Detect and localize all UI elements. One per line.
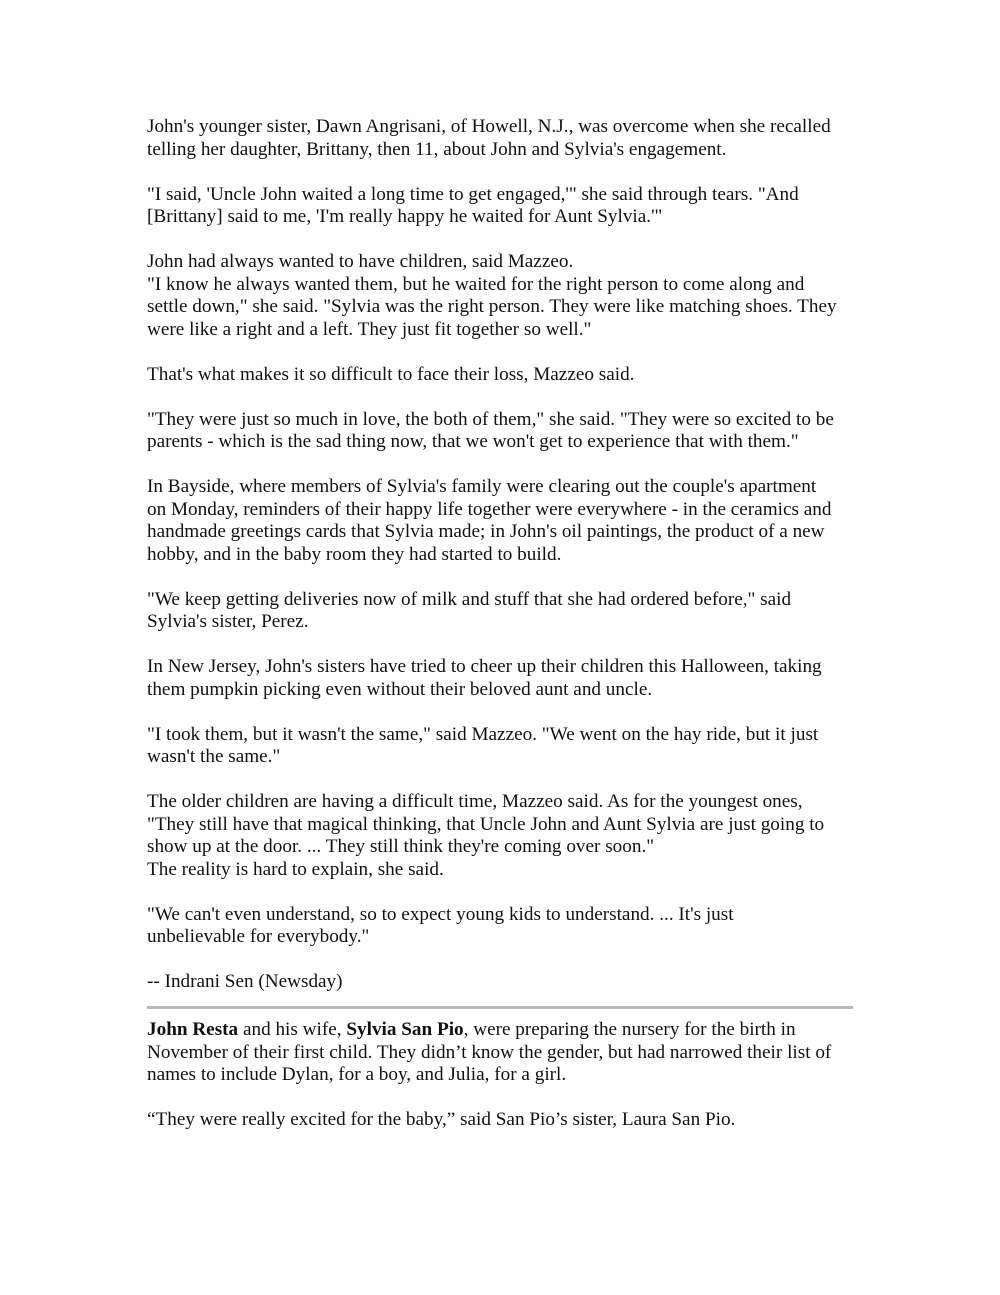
text-line: "I know he always wanted them, but he waited for the right person to come along and (147, 273, 805, 295)
text-line: show up at the door. ... They still think they're coming over soon." (147, 836, 655, 857)
byline-text: -- Indrani Sen (Newsday) (147, 971, 343, 992)
text-line: hobby, and in the baby room they had started to build. (147, 543, 562, 565)
text-line: them pumpkin picking even without their beloved aunt and uncle. (147, 678, 653, 700)
text-line: "I took them, but it wasn't the same," said Mazzeo. "We went on the hay ride, but it just (147, 723, 819, 745)
paragraph-9 (147, 724, 859, 769)
horizontal-divider (147, 1006, 853, 1009)
text-line: That's what makes it so difficult to face their loss, Mazzeo said. (147, 363, 635, 385)
text-line: Sylvia's sister, Perez. (147, 611, 309, 632)
paragraph-3 (147, 251, 859, 341)
text-fragment: , were preparing the nursery for the birth in (463, 1019, 796, 1040)
text-line: names to include Dylan, for a boy, and Julia, for a girl. (147, 1064, 567, 1085)
paragraph-1 (147, 116, 859, 161)
text-line: "We keep getting deliveries now of milk and stuff that she had ordered before," said (147, 588, 792, 610)
second-article-paragraph-2 (147, 1109, 859, 1132)
text-line: telling her daughter, Brittany, then 11, about John and Sylvia's engagement. (147, 138, 727, 160)
text-line: parents - which is the sad thing now, that we won't get to experience that with them." (147, 431, 799, 452)
text-line: "They still have that magical thinking, that Uncle John and Aunt Sylvia are just going to (147, 813, 825, 835)
text-line: “They were really excited for the baby,” said San Pio’s sister, Laura San Pio. (147, 1109, 736, 1130)
text-line: John had always wanted to have children, said Mazzeo. (147, 251, 574, 272)
document-page (147, 116, 859, 1154)
paragraph-6 (147, 476, 859, 566)
text-line: In Bayside, where members of Sylvia's family were clearing out the couple's apartment (147, 476, 817, 497)
text-line: on Monday, reminders of their happy life together were everywhere - in the ceramics and (147, 498, 832, 520)
text-line (147, 1019, 859, 1042)
text-line: "They were just so much in love, the both of them," she said. "They were so excited to be (147, 408, 834, 430)
paragraph-8 (147, 656, 859, 701)
text-line: unbelievable for everybody." (147, 926, 370, 947)
text-line: The older children are having a difficult time, Mazzeo said. As for the youngest ones, (147, 791, 803, 812)
text-line: The reality is hard to explain, she said. (147, 858, 444, 880)
person-name: Sylvia San Pio (346, 1019, 464, 1040)
paragraph-2 (147, 184, 859, 229)
byline (147, 971, 859, 994)
paragraph-5 (147, 409, 859, 454)
text-line: John's younger sister, Dawn Angrisani, of Howell, N.J., was overcome when she recalled (147, 116, 831, 137)
text-line: were like a right and a left. They just fit together so well." (147, 318, 592, 340)
text-line: handmade greetings cards that Sylvia made; in John's oil paintings, the product of a new (147, 521, 825, 542)
second-article-paragraph-1 (147, 1019, 859, 1087)
text-line: "I said, 'Uncle John waited a long time to get engaged,'" she said through tears. "And (147, 183, 799, 205)
person-name: John Resta (147, 1019, 239, 1040)
text-line: wasn't the same." (147, 746, 281, 767)
text-line: [Brittany] said to me, 'I'm really happy he waited for Aunt Sylvia.'" (147, 206, 663, 227)
text-line: settle down," she said. "Sylvia was the right person. They were like matching shoes. They (147, 296, 837, 317)
text-fragment: and his wife, (238, 1019, 347, 1040)
paragraph-10 (147, 791, 859, 881)
text-line: "We can't even understand, so to expect young kids to understand. ... It's just (147, 903, 734, 925)
text-line: November of their first child. They didn’t know the gender, but had narrowed their list of (147, 1041, 832, 1063)
paragraph-11 (147, 904, 859, 949)
text-line: In New Jersey, John's sisters have tried to cheer up their children this Halloween, taking (147, 656, 822, 677)
paragraph-4 (147, 364, 859, 387)
paragraph-7 (147, 589, 859, 634)
